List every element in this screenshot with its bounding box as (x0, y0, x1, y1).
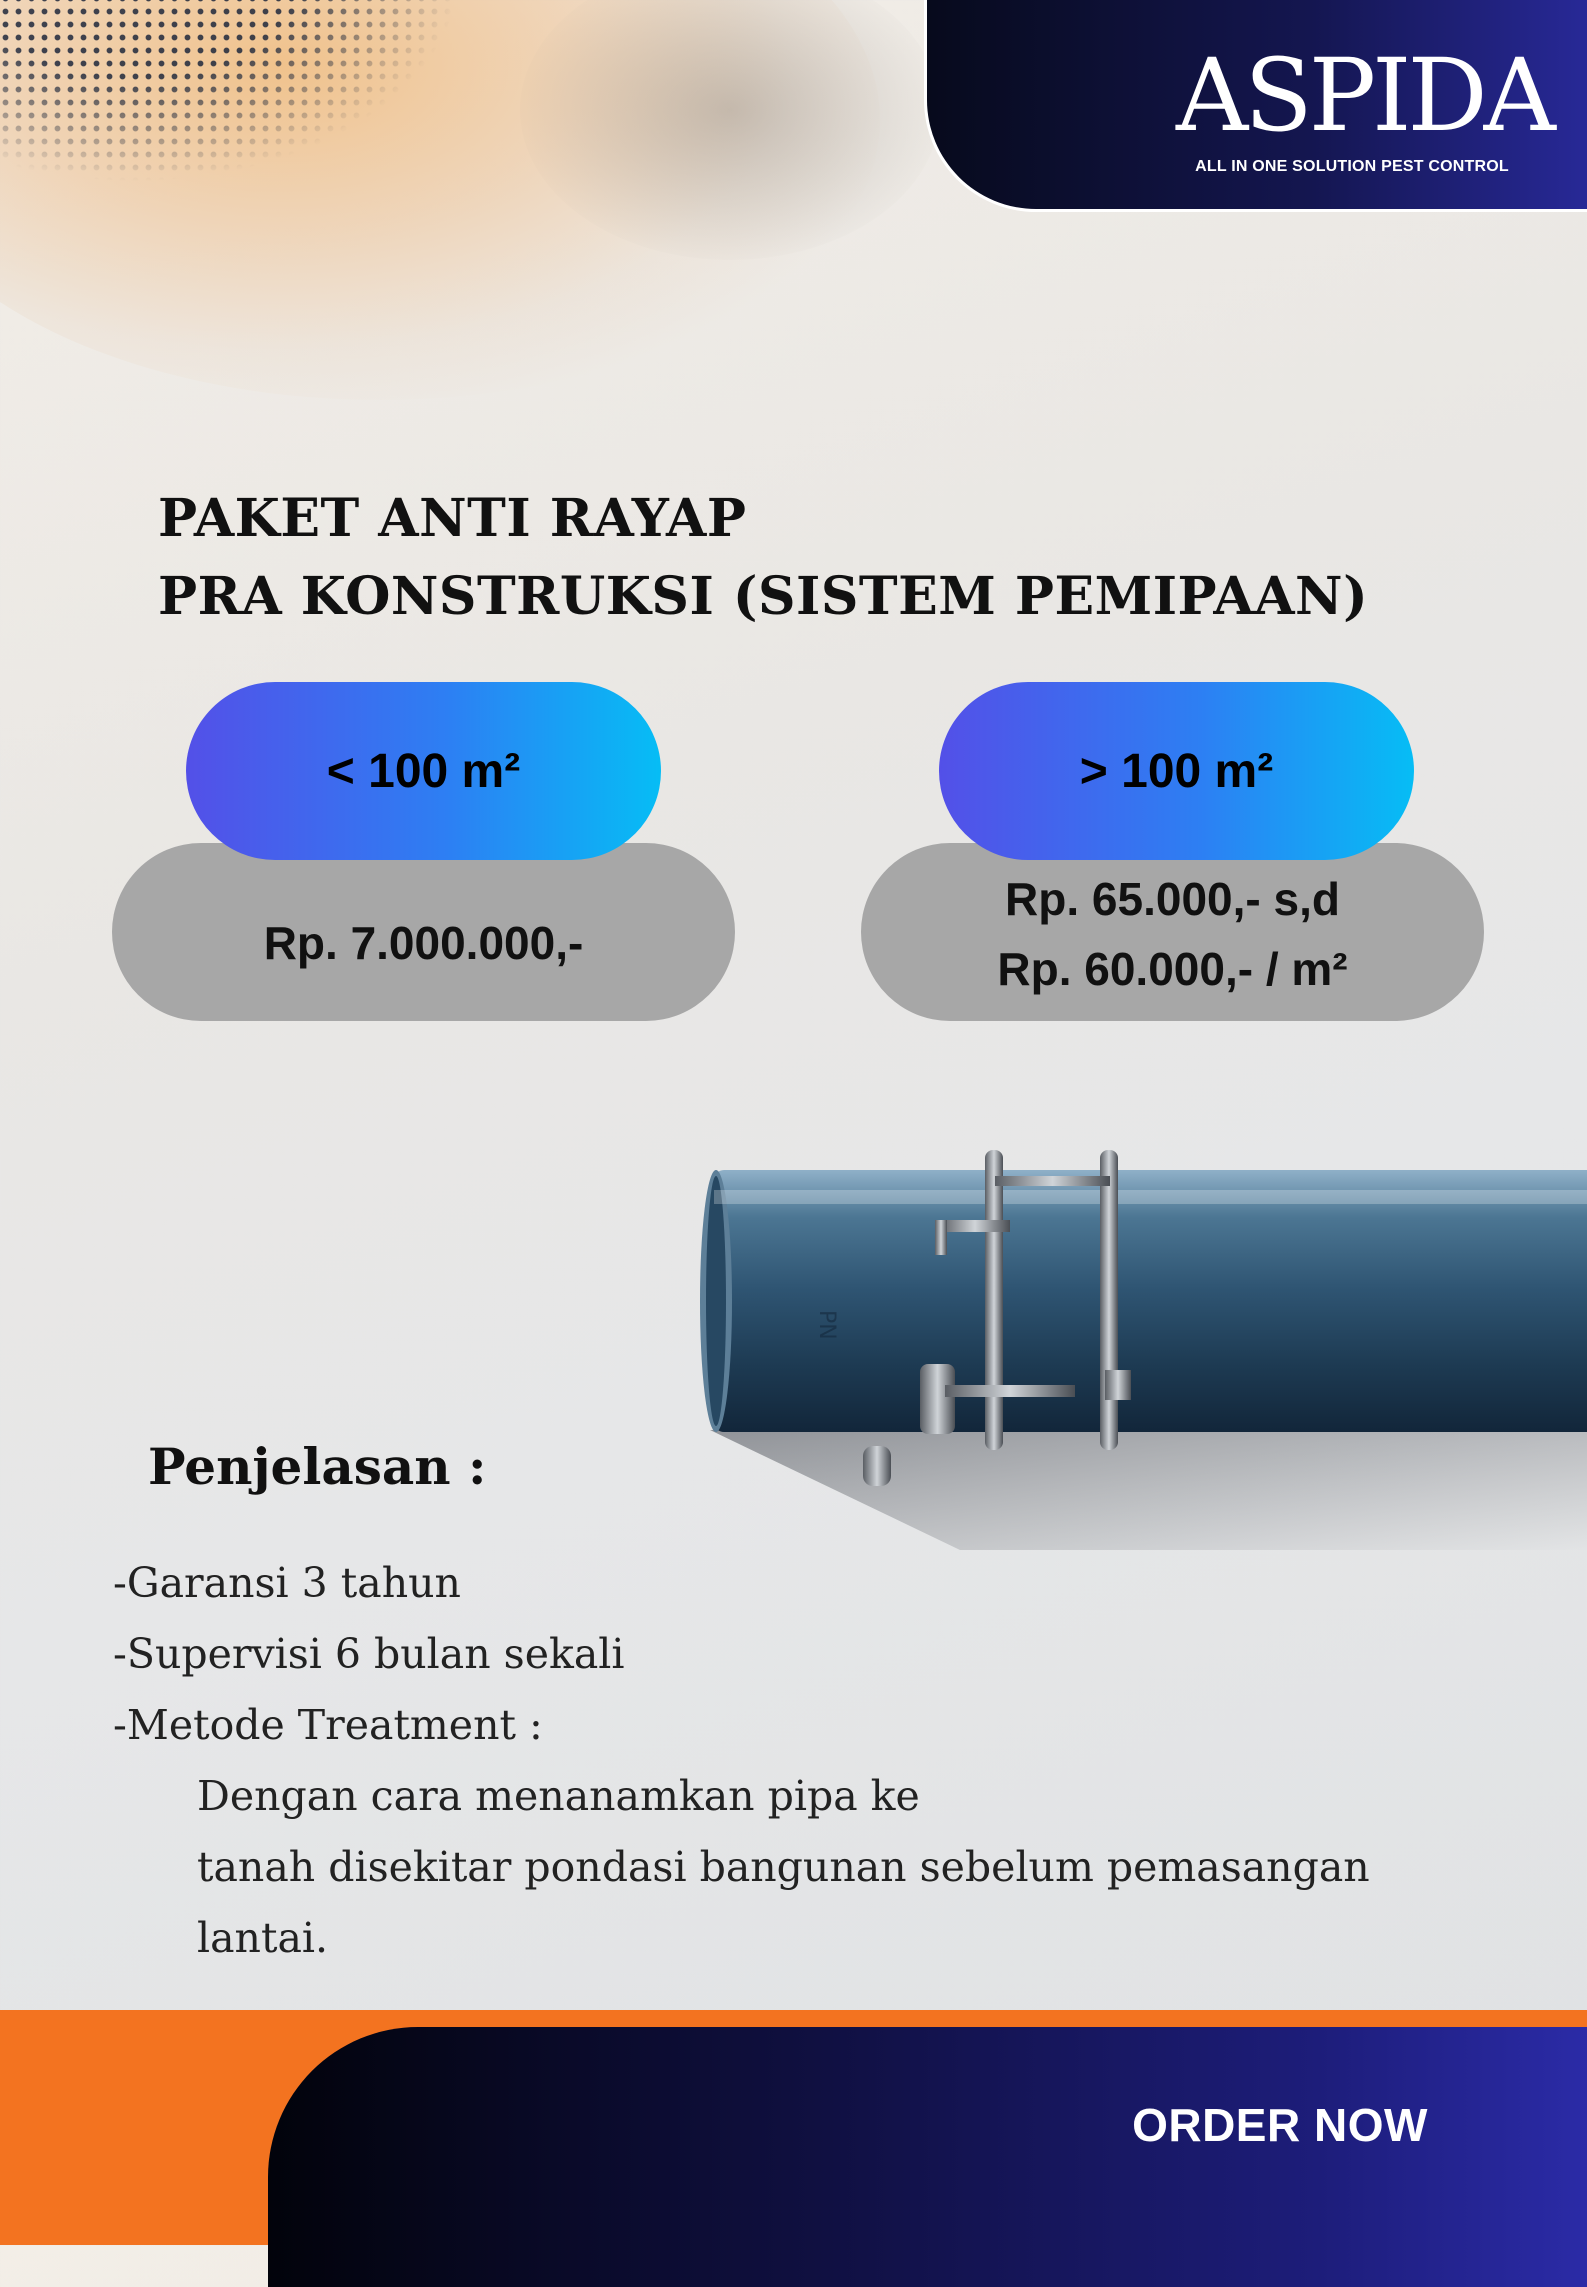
package-small-size-label: < 100 m² (326, 744, 521, 798)
package-large-price-line-1: Rp. 65.000,- s,d (1005, 873, 1340, 925)
pipe-illustration (700, 1130, 1587, 1550)
explanation-list (113, 1548, 1513, 1974)
method-description-line-2: tanah disekitar pondasi bangunan sebelum pemasangan lantai. (197, 1843, 1370, 1962)
method-description-line-1: Dengan cara menanamkan pipa ke (197, 1772, 920, 1820)
order-now-button[interactable]: ORDER NOW (1132, 2099, 1428, 2151)
svg-text:PN: PN (814, 1310, 839, 1340)
package-large-size-label: > 100 m² (1079, 744, 1274, 798)
package-small-price-text: Rp. 7.000.000,- (263, 917, 584, 969)
page-title (158, 480, 1368, 636)
package-small-size-pill (186, 682, 661, 860)
explanation-item-supervision: -Supervisi 6 bulan sekali (113, 1630, 625, 1678)
title-line-2: PRA KONSTRUKSI (SISTEM PEMIPAAN) (158, 566, 1369, 627)
brand-tagline: ALL IN ONE SOLUTION PEST CONTROL (1195, 158, 1509, 175)
explanation-item-warranty: -Garansi 3 tahun (113, 1559, 461, 1607)
package-large-size-pill (939, 682, 1414, 860)
order-now-bar[interactable] (268, 2027, 1587, 2287)
explanation-heading: Penjelasan : (148, 1437, 487, 1496)
brand-logo (1176, 37, 1552, 166)
package-large-price-line-2: Rp. 60.000,- / m² (997, 943, 1348, 995)
package-large-price (861, 843, 1484, 1021)
brand-name: ASPIDA (1176, 37, 1552, 154)
title-line-1: PAKET ANTI RAYAP (158, 488, 747, 549)
explanation-item-method: -Metode Treatment : (113, 1701, 543, 1749)
package-small-price (112, 843, 735, 1021)
